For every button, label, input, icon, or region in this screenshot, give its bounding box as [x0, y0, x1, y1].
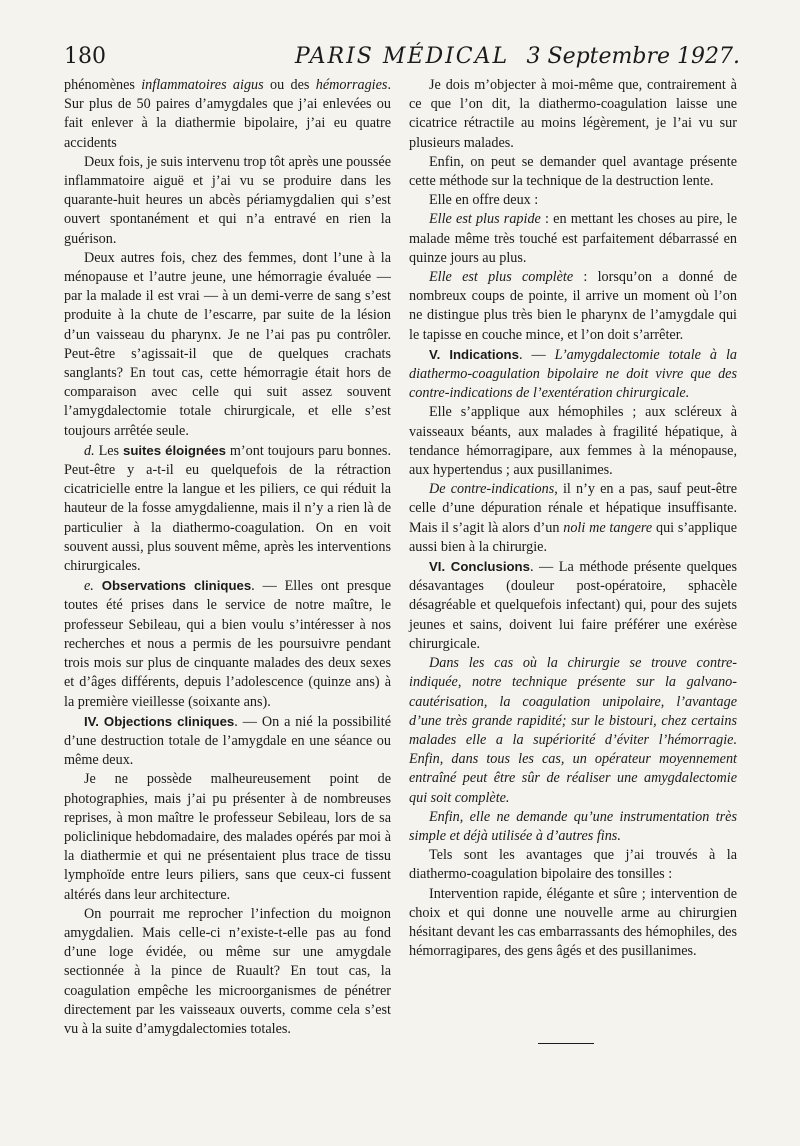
end-rule [538, 1043, 594, 1044]
paragraph: Enfin, elle ne demande qu’une instrumentation très simple et déjà utilisée à d’autres fins. [409, 808, 737, 844]
paragraph: phénomènes inflammatoires aigus ou des hémorragies. Sur plus de 50 paires d’amygdales que j’ai enlevées ou fait enlever à la diathermie bipolaire, j’ai eu quatre accidents [64, 77, 391, 151]
paragraph: Deux fois, je suis intervenu trop tôt après une poussée inflammatoire aiguë et j’ai vu se produire dans les quarante-huit heures un abcès périamygdalien qui s’est ouvert spontanément et qui n’a entravé en rien la guérison. [64, 153, 391, 247]
section-indications: V. Indications. — L’amygdalectomie totale à la diathermo-coagulation bipolaire ne doit vivre que des contre-indications de l’exentération chirurgicale. [409, 346, 737, 402]
paragraph: Elle est plus rapide : en mettant les choses au pire, le malade même très touché est parfaitement débarrassé en quinze jours au plus. [409, 211, 737, 266]
paragraph: Je ne possède malheureusement point de photographies, mais j’ai pu présenter à de nombreuses reprises, à mon maître le professeur Sebileau, lors de sa policlinique hebdomadaire, des malades opérés par moi à la diathermie et qui ne présentaient plus trace de tissu lymphoïde entre leurs piliers, sans que ceux-ci fussent altérés dans leur architecture. [64, 771, 391, 903]
paragraph: Deux autres fois, chez des femmes, dont l’une à la ménopause et l’autre jeune, une hémorragie évaluée — par la malade il est vrai — à un demi-verre de sang s’est produite à la chute de l’escarre, par suite de la lésion d’un vaisseau du pharynx. Je ne l’ai pas pu contrôler. Peut-être s’agissait-il que de quelques crachats sanglants? En tout cas, cette hémorragie était hors de comparaison avec celle qui suit assez souvent l’amygdalectomie totale chirurgicale, et elle s’est toujours arrêtée seule. [64, 249, 391, 439]
paragraph: De contre-indications, il n’y en a pas, sauf peut-être celle d’une dépuration rénale et hépatique insuffisante. Mais il s’agit là alors d’un noli me tangere qui s’applique aussi bien à la chirurgie. [409, 481, 737, 555]
paragraph: Enfin, on peut se demander quel avantage présente cette méthode sur la technique de la destruction lente. [409, 153, 737, 190]
paragraph: Tels sont les avantages que j’ai trouvés à la diathermo-coagulation bipolaire des tonsilles : [409, 847, 737, 883]
paragraph: Intervention rapide, élégante et sûre ; intervention de choix et qui donne une nouvelle arme au chirurgien hésitant devant les cas embarrassants des hémophiles, des hémorragipares, des gens âgés et des pusillanimes. [409, 885, 737, 960]
page-header [64, 40, 740, 74]
section-observations: e. Observations cliniques. — Elles ont presque toutes été prises dans le service de notre maître, le professeur Sebileau, qui a bien voulu s’intéresser à nos recherches et nous a permis de les poursuivre pendant trois mois sur plus de cinquante malades des deux sexes et d’âges différents, depuis l’adolescence (quinze ans) à la première vieillesse (soixante ans). [64, 578, 392, 710]
journal-title: PARIS MÉDICAL [294, 44, 510, 69]
paragraph: d. Les suites éloignées m’ont toujours paru bonnes. Peut-être y a-t-il eu quelquefois de la rétraction cicatricielle entre la langue et les piliers, ce qui réduit la hauteur de la fosse amygdalienne, mais il n’y a rien là de particulier à la diathermo-coagulation. On en voit souvent aussi, plus souvent même, après les interventions chirurgicales. [64, 442, 391, 575]
paragraph: Elle s’applique aux hémophiles ; aux scléreux à vaisseaux béants, aux malades à fragilité hépatique, à tendance hémorragipare, aux femmes à la ménopause, aux hypertendus ; aux pusillanimes. [409, 404, 737, 479]
section-objections: IV. Objections cliniques. — On a nié la possibilité d’une destruction totale de l’amygdale en une séance ou même deux. [64, 713, 391, 769]
paragraph: Je dois m’objecter à moi-même que, contrairement à ce que l’on dit, la diathermo-coagulation laisse une cicatrice rétractile au moins légèrement, je l’ai vu sur plusieurs malades. [409, 77, 737, 151]
section-conclusions: VI. Conclusions. — La méthode présente quelques désavantages (douleur post-opératoire, sphacèle désagréable et quelquefois infectant) qui, pour des sujets jeunes et sains, doivent lui faire préférer une exérèse chirurgicale. [409, 559, 737, 652]
paragraph: On pourrait me reprocher l’infection du moignon amygdalien. Mais celle-ci n’existe-t-elle pas au fond d’une loge évidée, ou même sur une amygdale sectionnée à la pince de Ruault? En tout cas, la coagulation empêche les microorganismes de pénétrer directement par les vaisseaux ouverts, comme cela s’est vu à la suite d’amygdalectomies totales. [64, 905, 391, 1037]
page-number: 180 [64, 44, 106, 69]
paragraph: Dans les cas où la chirurgie se trouve contre-indiquée, notre technique présente sur la galvano-cautérisation, la coagulation unipolaire, l’avantage d’une très grande rapidité; sur le bistouri, chez certains malades elle a la supériorité d’éviter l’hémorragie. Enfin, dans tous les cas, un opérateur moyennement entraîné peut être sûr de réaliser une amygdalectomie qui soit complète. [409, 655, 737, 806]
paragraph: Elle est plus complète : lorsqu’on a donné de nombreux coups de pointe, il arrive un moment où l’on ne distingue plus très bien le pharynx de l’amygdale qui le tapisse en couche mince, et l’on doit s’arrêter. [409, 269, 738, 343]
left-column [64, 76, 391, 1039]
paragraph: Elle en offre deux : [429, 192, 539, 209]
issue-date: 3 Septembre 1927. [526, 44, 740, 69]
right-column [409, 76, 737, 961]
